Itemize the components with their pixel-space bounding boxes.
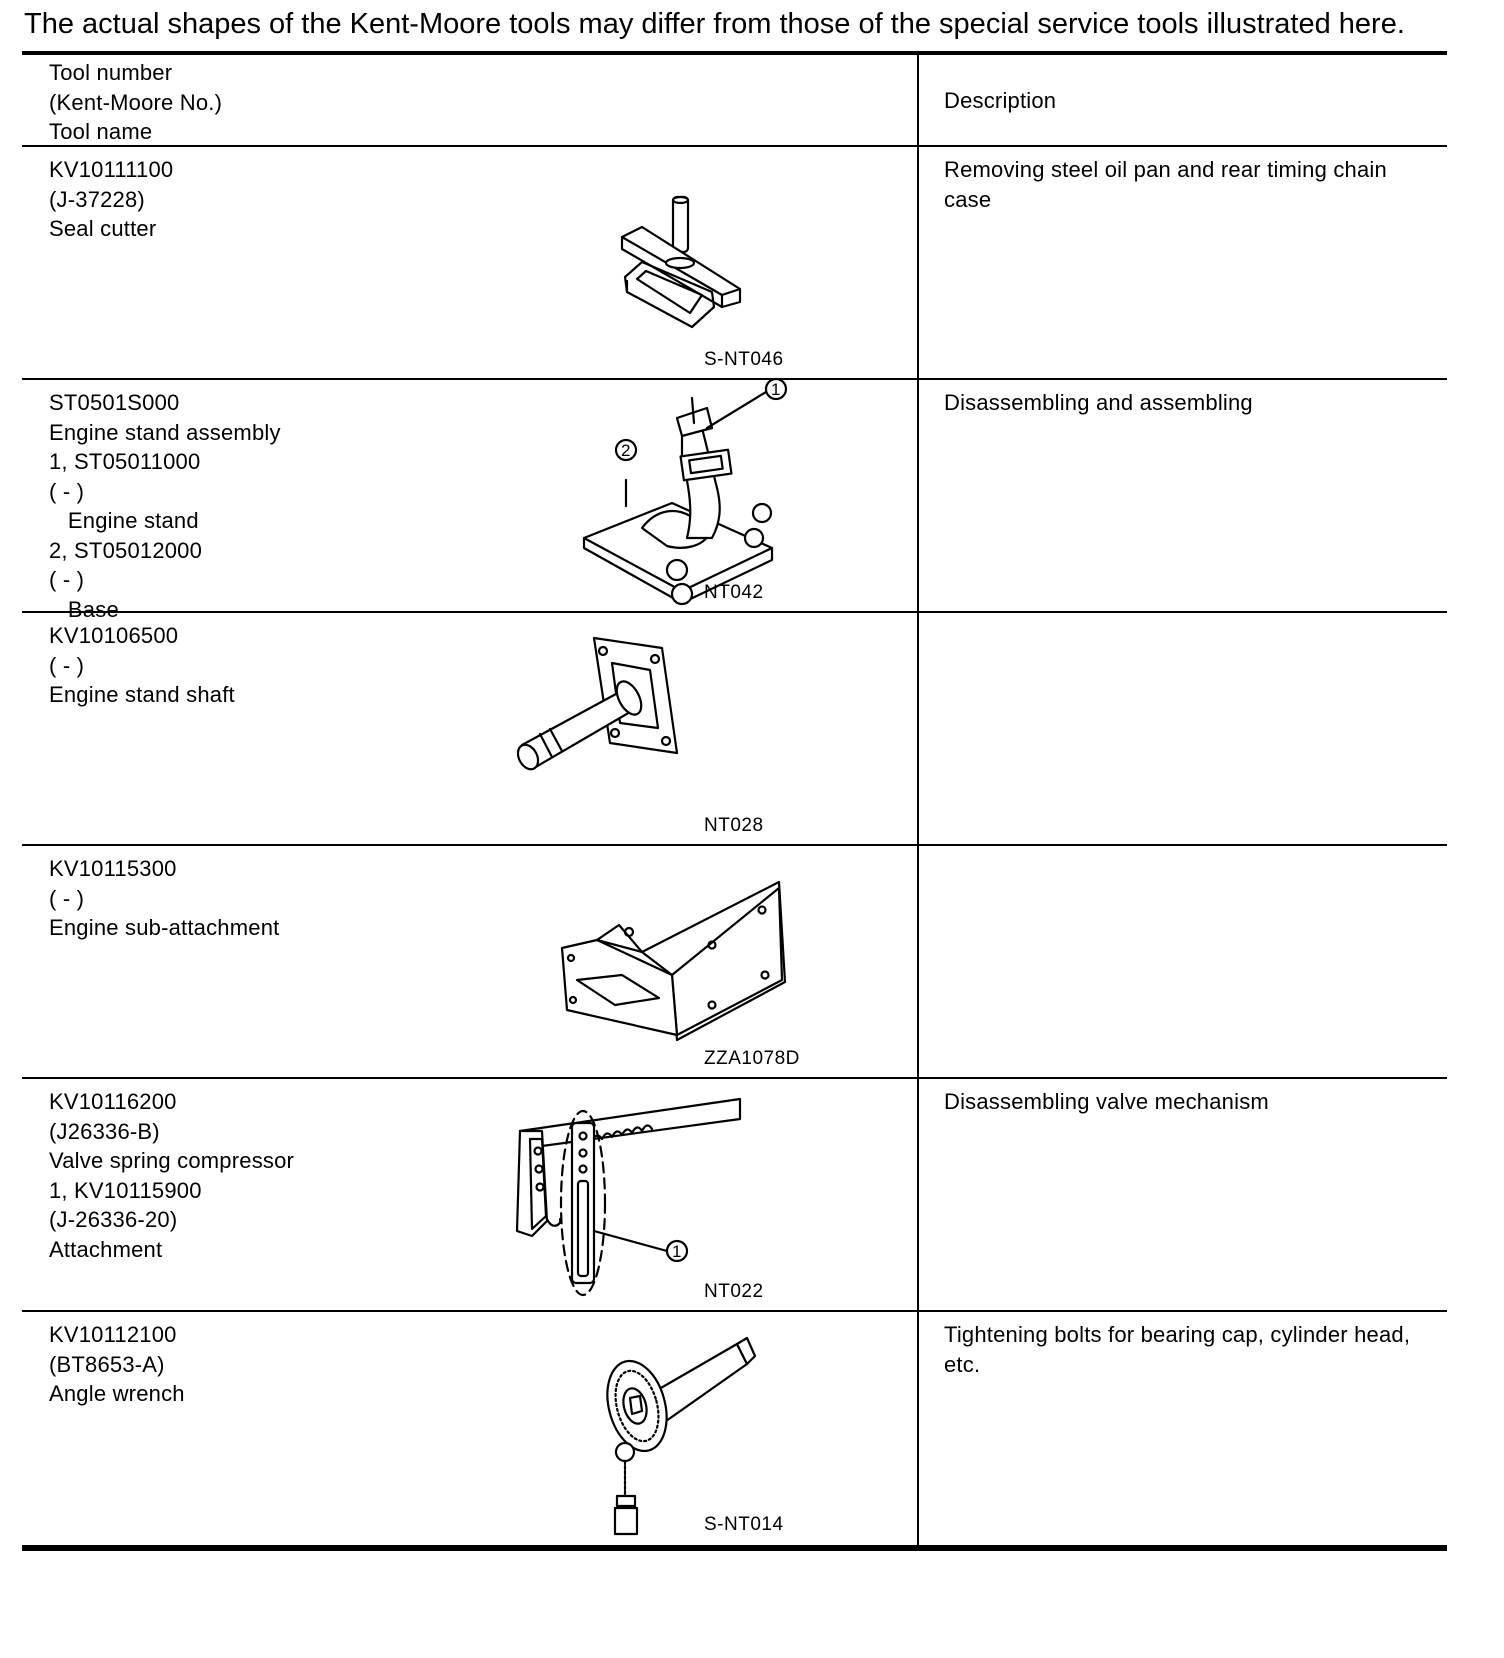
tool-info: KV10112100 (BT8653-A) Angle wrench: [49, 1322, 185, 1406]
seal-cutter-illustration: [622, 197, 772, 347]
engine-stand-illustration: [582, 380, 822, 608]
figure-code: NT022: [704, 1281, 764, 1302]
tool-info: KV10116200 (J26336-B) Valve spring compressor 1, KV10115900 (J-26336-20) Attachment: [49, 1089, 295, 1262]
tool-row-seal-cutter: [22, 147, 1447, 380]
tool-info: KV10115300 ( - ) Engine sub-attachment: [49, 856, 280, 940]
column-divider: [917, 613, 919, 844]
tool-row-engine-stand-assembly: [22, 380, 1447, 622]
angle-wrench-illustration: [597, 1336, 777, 1536]
column-divider: [917, 1079, 919, 1310]
intro-note: The actual shapes of the Kent-Moore tools may differ from those of the special service tools illustrated here.: [24, 8, 1405, 40]
tool-info: KV10111100 (J-37228) Seal cutter: [49, 157, 174, 241]
valve-spring-compressor-illustration: [502, 1091, 742, 1291]
tool-description: Disassembling valve mechanism: [944, 1089, 1269, 1114]
column-divider: [917, 1312, 919, 1545]
tool-row-engine-sub-attachment: [22, 846, 1447, 1079]
tool-row-angle-wrench: [22, 1312, 1447, 1545]
column-divider: [917, 147, 919, 378]
tool-description: Disassembling and assembling: [944, 390, 1253, 415]
tool-info: ST0501S000 Engine stand assembly 1, ST05011000 ( - ) Engine stand 2, ST05012000 ( - ) Base: [49, 390, 281, 622]
column-divider: [917, 55, 919, 145]
header-tool-column: Tool number (Kent-Moore No.) Tool name: [49, 60, 223, 144]
figure-code: ZZA1078D: [704, 1048, 800, 1069]
tool-row-valve-spring-compressor: [22, 1079, 1447, 1312]
header-description-column: Description: [944, 88, 1057, 113]
table-header-row: [22, 55, 1447, 147]
engine-sub-attachment-illustration: [557, 880, 797, 1050]
tool-description: Removing steel oil pan and rear timing chain case: [944, 157, 1387, 212]
callout-1: 1: [672, 1242, 682, 1261]
column-divider: [917, 380, 919, 611]
tool-description: Tightening bolts for bearing cap, cylinder head, etc.: [944, 1322, 1411, 1377]
figure-code: S-NT014: [704, 1514, 784, 1535]
callout-2: 2: [621, 441, 631, 460]
column-divider: [917, 846, 919, 1077]
figure-code: NT028: [704, 815, 764, 836]
figure-code: NT042: [704, 582, 764, 603]
callout-1: 1: [771, 380, 781, 399]
figure-code: S-NT046: [704, 349, 784, 370]
tool-info: KV10106500 ( - ) Engine stand shaft: [49, 623, 235, 707]
special-service-tools-table: [22, 51, 1447, 1551]
tool-row-engine-stand-shaft: [22, 613, 1447, 846]
engine-stand-shaft-illustration: [512, 633, 712, 783]
